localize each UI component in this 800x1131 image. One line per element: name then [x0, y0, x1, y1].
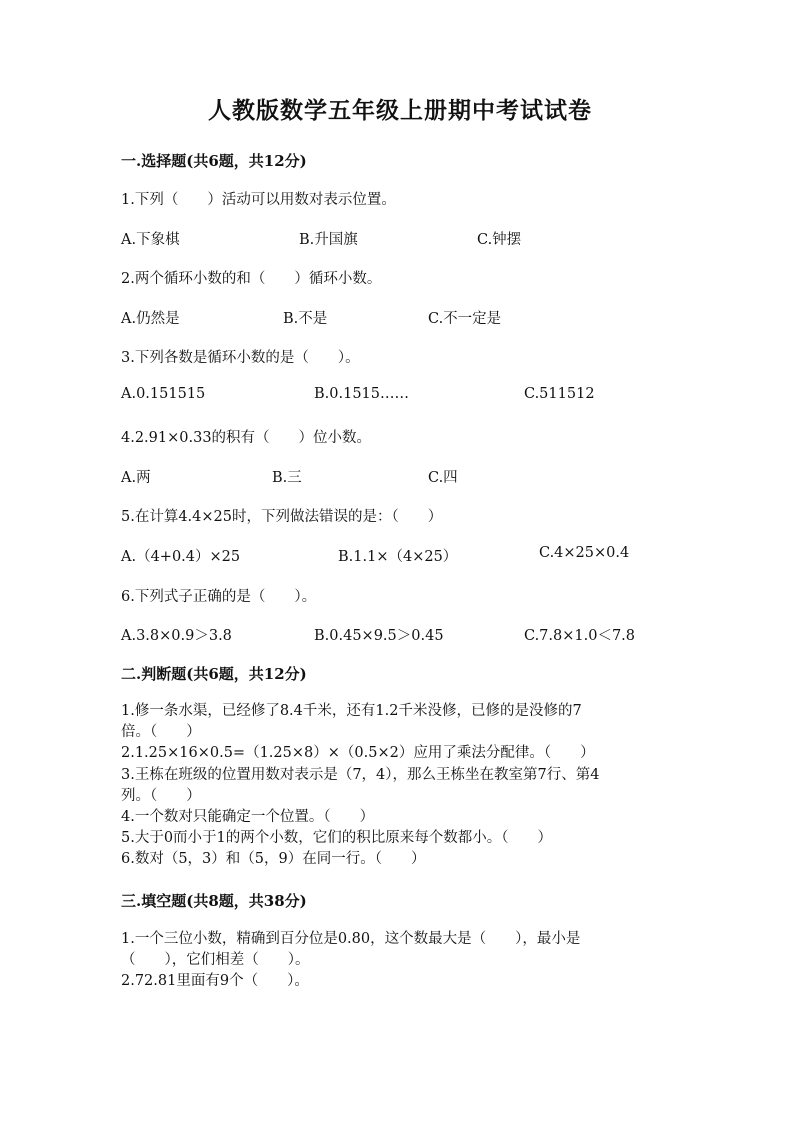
section-heading-choice: 一.选择题(共6题，共12分) [121, 152, 307, 170]
option-c: C.不一定是 [428, 311, 502, 327]
section-heading-judgment: 二.判断题(共6题，共12分) [121, 665, 307, 683]
section-heading-fill: 三.填空题(共8题，共38分) [121, 892, 307, 910]
option-c: C.四 [428, 470, 458, 486]
fill-line: 1.一个三位小数，精确到百分位是0.80，这个数最大是（ ），最小是 [121, 931, 581, 947]
option-b: B.三 [272, 470, 302, 486]
option-a: A.两 [121, 470, 151, 486]
fill-line: （ ），它们相差（ ）。 [121, 952, 310, 968]
option-b: B.不是 [283, 311, 328, 327]
option-a: A.（4+0.4）×25 [121, 549, 241, 565]
exam-title: 人教版数学五年级上册期中考试试卷 [208, 97, 592, 124]
question-text: 5.在计算4.4×25时，下列做法错误的是：（ ） [121, 509, 443, 525]
option-a: A.0.151515 [121, 386, 206, 402]
fill-line: 2.72.81里面有9个（ ）。 [121, 973, 309, 989]
option-c: C.4×25×0.4 [539, 545, 630, 561]
question-text: 2.两个循环小数的和（ ）循环小数。 [121, 271, 382, 287]
question-text: 3.下列各数是循环小数的是（ ）。 [121, 350, 360, 366]
statement-line: 2.1.25×16×0.5=（1.25×8）×（0.5×2）应用了乘法分配律。（ ） [121, 745, 595, 761]
option-b: B.0.1515…… [314, 386, 410, 402]
statement-line: 5.大于0而小于1的两个小数，它们的积比原来每个数都小。（ ） [121, 830, 553, 846]
option-a: A.3.8×0.9＞3.8 [121, 628, 232, 644]
question-text: 4.2.91×0.33的积有（ ）位小数。 [121, 430, 372, 446]
statement-line: 倍。（ ） [121, 724, 201, 740]
option-c: C.钟摆 [477, 232, 522, 248]
question-text: 1.下列（ ）活动可以用数对表示位置。 [121, 192, 396, 208]
option-b: B.升国旗 [299, 232, 358, 248]
question-text: 6.下列式子正确的是（ ）。 [121, 589, 317, 605]
statement-line: 列。（ ） [121, 788, 201, 804]
option-c: C.7.8×1.0＜7.8 [524, 628, 636, 644]
statement-line: 3.王栋在班级的位置用数对表示是（7，4），那么王栋坐在教室第7行、第4 [121, 767, 600, 783]
statement-line: 1.修一条水渠，已经修了8.4千米，还有1.2千米没修，已修的是没修的7 [121, 703, 582, 719]
statement-line: 6.数对（5，3）和（5，9）在同一行。（ ） [121, 851, 426, 867]
option-a: A.下象棋 [121, 232, 180, 248]
option-b: B.1.1×（4×25） [338, 549, 458, 565]
option-a: A.仍然是 [121, 311, 180, 327]
option-b: B.0.45×9.5＞0.45 [314, 628, 444, 644]
statement-line: 4.一个数对只能确定一个位置。（ ） [121, 809, 375, 825]
option-c: C.511512 [524, 386, 595, 402]
